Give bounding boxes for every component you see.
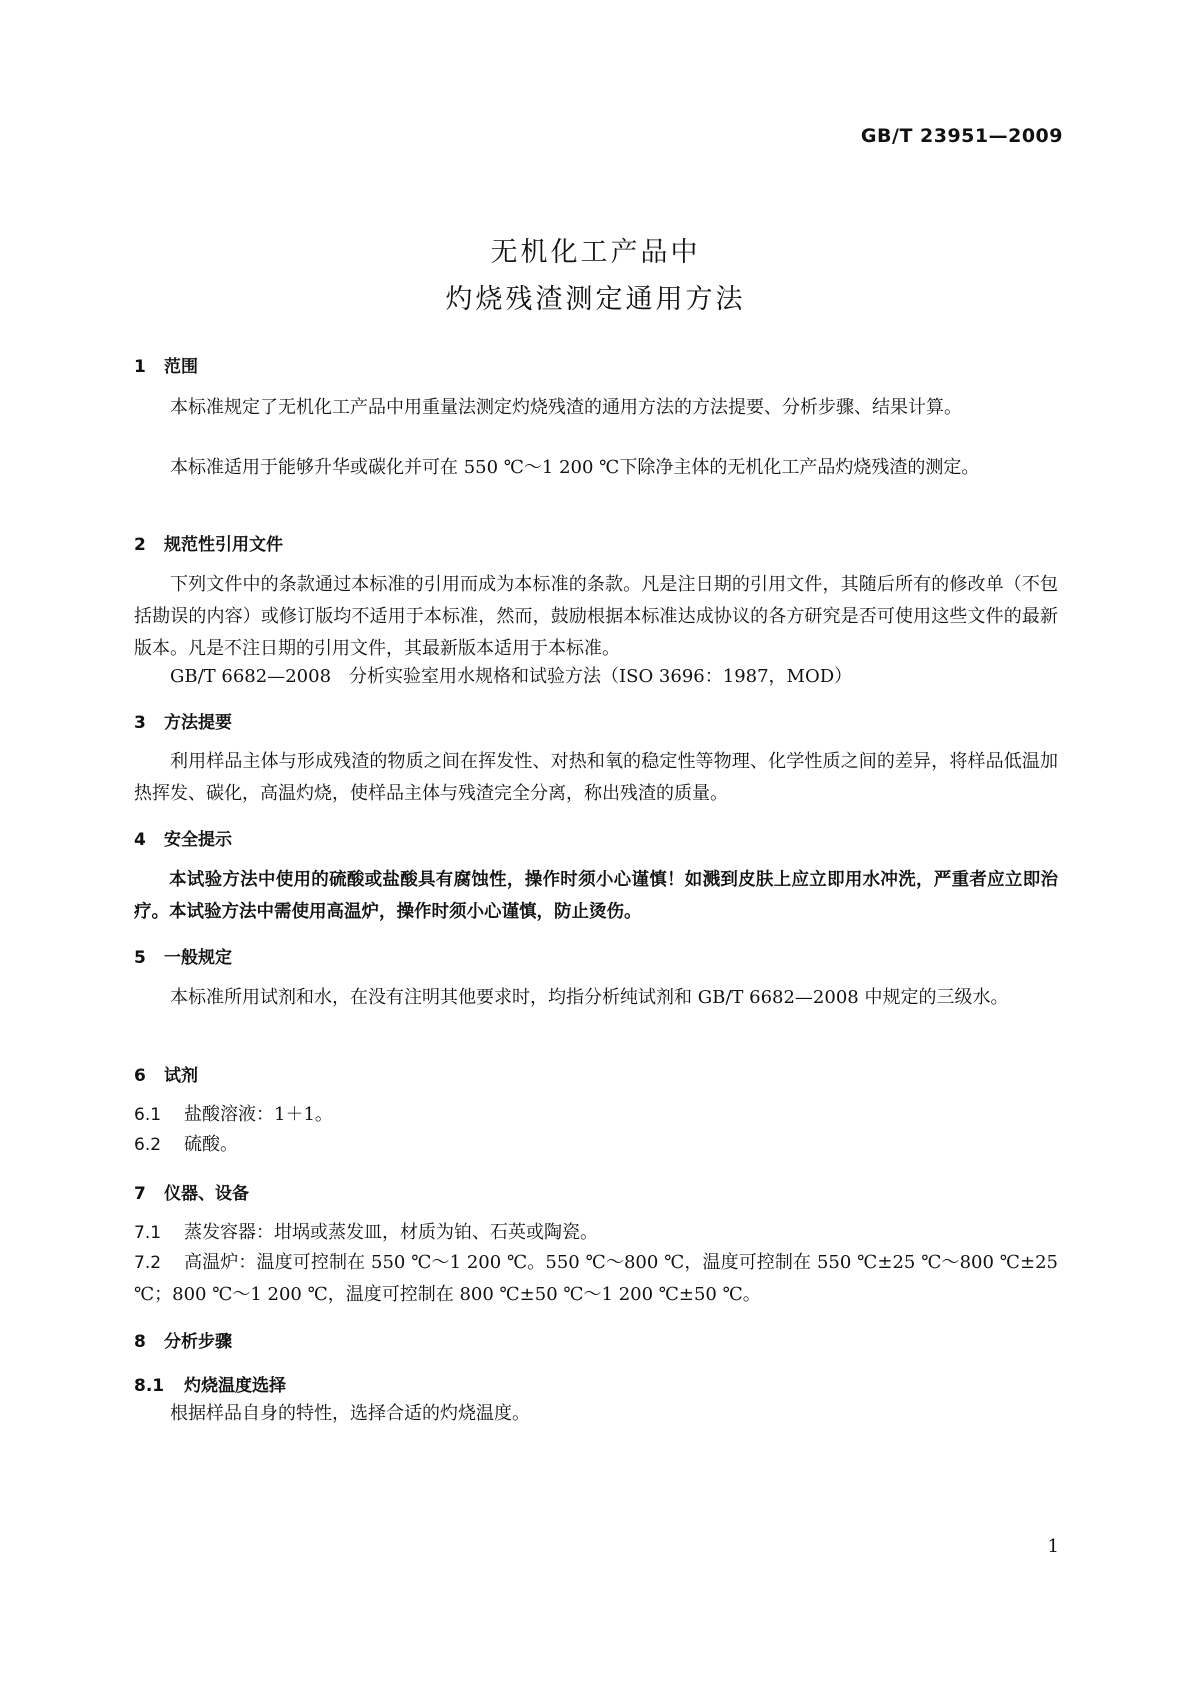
section-number: 7 <box>134 1184 146 1204</box>
item-number: 6.1 <box>134 1105 162 1125</box>
document-title-line1: 无机化工产品中 <box>490 237 701 268</box>
paragraph: 利用样品主体与形成残渣的物质之间在挥发性、对热和氧的稳定性等物理、化学性质之间的差异，将样品低温加热挥发、碳化，高温灼烧，使样品主体与残渣完全分离，称出残渣的质量。 <box>134 751 1058 804</box>
section-heading-5 <box>134 943 232 968</box>
section-heading-8 <box>134 1327 232 1352</box>
section-title: 规范性引用文件 <box>164 535 283 555</box>
section-number: 2 <box>134 535 146 555</box>
section-heading-2 <box>134 530 283 555</box>
list-item <box>134 1129 1058 1161</box>
section-title: 分析步骤 <box>164 1332 232 1352</box>
item-text: 蒸发容器：坩埚或蒸发皿，材质为铂、石英或陶瓷。 <box>184 1222 598 1243</box>
list-item <box>134 1247 1058 1311</box>
section-title: 范围 <box>164 357 198 377</box>
reference-entry: GB/T 6682—2008 分析实验室用水规格和试验方法（ISO 3696：1987，MOD） <box>170 666 853 687</box>
item-text: 高温炉：温度可控制在 550 ℃～1 200 ℃。550 ℃～800 ℃，温度可控制在 550 ℃±25 ℃～800 ℃±25 ℃；800 ℃～1 200 ℃，温度可控制在 800 ℃±50 ℃～1 200 ℃±50 ℃。 <box>134 1252 1058 1305</box>
section-number: 6 <box>134 1066 146 1086</box>
section-number: 1 <box>134 357 146 377</box>
page-number: 1 <box>1047 1536 1059 1557</box>
section-heading-1 <box>134 352 198 377</box>
section-title: 方法提要 <box>164 713 232 733</box>
paragraph: 本标准适用于能够升华或碳化并可在 550 ℃～1 200 ℃下除净主体的无机化工产品灼烧残渣的测定。 <box>170 457 980 478</box>
section-heading-3 <box>134 708 232 733</box>
section-title: 安全提示 <box>164 830 232 850</box>
paragraph: 下列文件中的条款通过本标准的引用而成为本标准的条款。凡是注日期的引用文件，其随后所有的修改单（不包括勘误的内容）或修订版均不适用于本标准，然而，鼓励根据本标准达成协议的各方研究是否可使用这些文件的最新版本。凡是不注日期的引用文件，其最新版本适用于本标准。 <box>134 574 1058 659</box>
section-number: 8 <box>134 1332 146 1352</box>
item-number: 7.1 <box>134 1223 162 1243</box>
section-number: 4 <box>134 830 146 850</box>
subsection-number: 8.1 <box>134 1376 165 1396</box>
section-heading-7 <box>134 1179 249 1204</box>
item-number: 6.2 <box>134 1135 162 1155</box>
document-title-line2: 灼烧残渣测定通用方法 <box>445 284 746 315</box>
section-heading-4 <box>134 825 232 850</box>
standard-code: GB/T 23951—2009 <box>860 125 1063 147</box>
item-number: 7.2 <box>134 1253 162 1273</box>
paragraph: 根据样品自身的特性，选择合适的灼烧温度。 <box>170 1403 530 1424</box>
section-number: 5 <box>134 948 146 968</box>
section-title: 一般规定 <box>164 948 232 968</box>
paragraph: 本标准规定了无机化工产品中用重量法测定灼烧残渣的通用方法的方法提要、分析步骤、结果计算。 <box>170 397 962 418</box>
section-title: 试剂 <box>164 1066 198 1086</box>
list-item <box>134 1099 1058 1131</box>
safety-warning: 本试验方法中使用的硫酸或盐酸具有腐蚀性，操作时须小心谨慎！如溅到皮肤上应立即用水冲洗，严重者应立即治疗。本试验方法中需使用高温炉，操作时须小心谨慎，防止烫伤。 <box>134 870 1058 922</box>
section-heading-6 <box>134 1061 198 1086</box>
paragraph: 本标准所用试剂和水，在没有注明其他要求时，均指分析纯试剂和 GB/T 6682—2008 中规定的三级水。 <box>170 987 1009 1008</box>
subsection-heading-8-1 <box>134 1371 286 1396</box>
item-text: 盐酸溶液：1＋1。 <box>184 1104 333 1125</box>
item-text: 硫酸。 <box>184 1134 238 1155</box>
section-number: 3 <box>134 713 146 733</box>
list-item <box>134 1217 1058 1249</box>
subsection-title: 灼烧温度选择 <box>184 1376 286 1396</box>
section-title: 仪器、设备 <box>164 1184 249 1204</box>
